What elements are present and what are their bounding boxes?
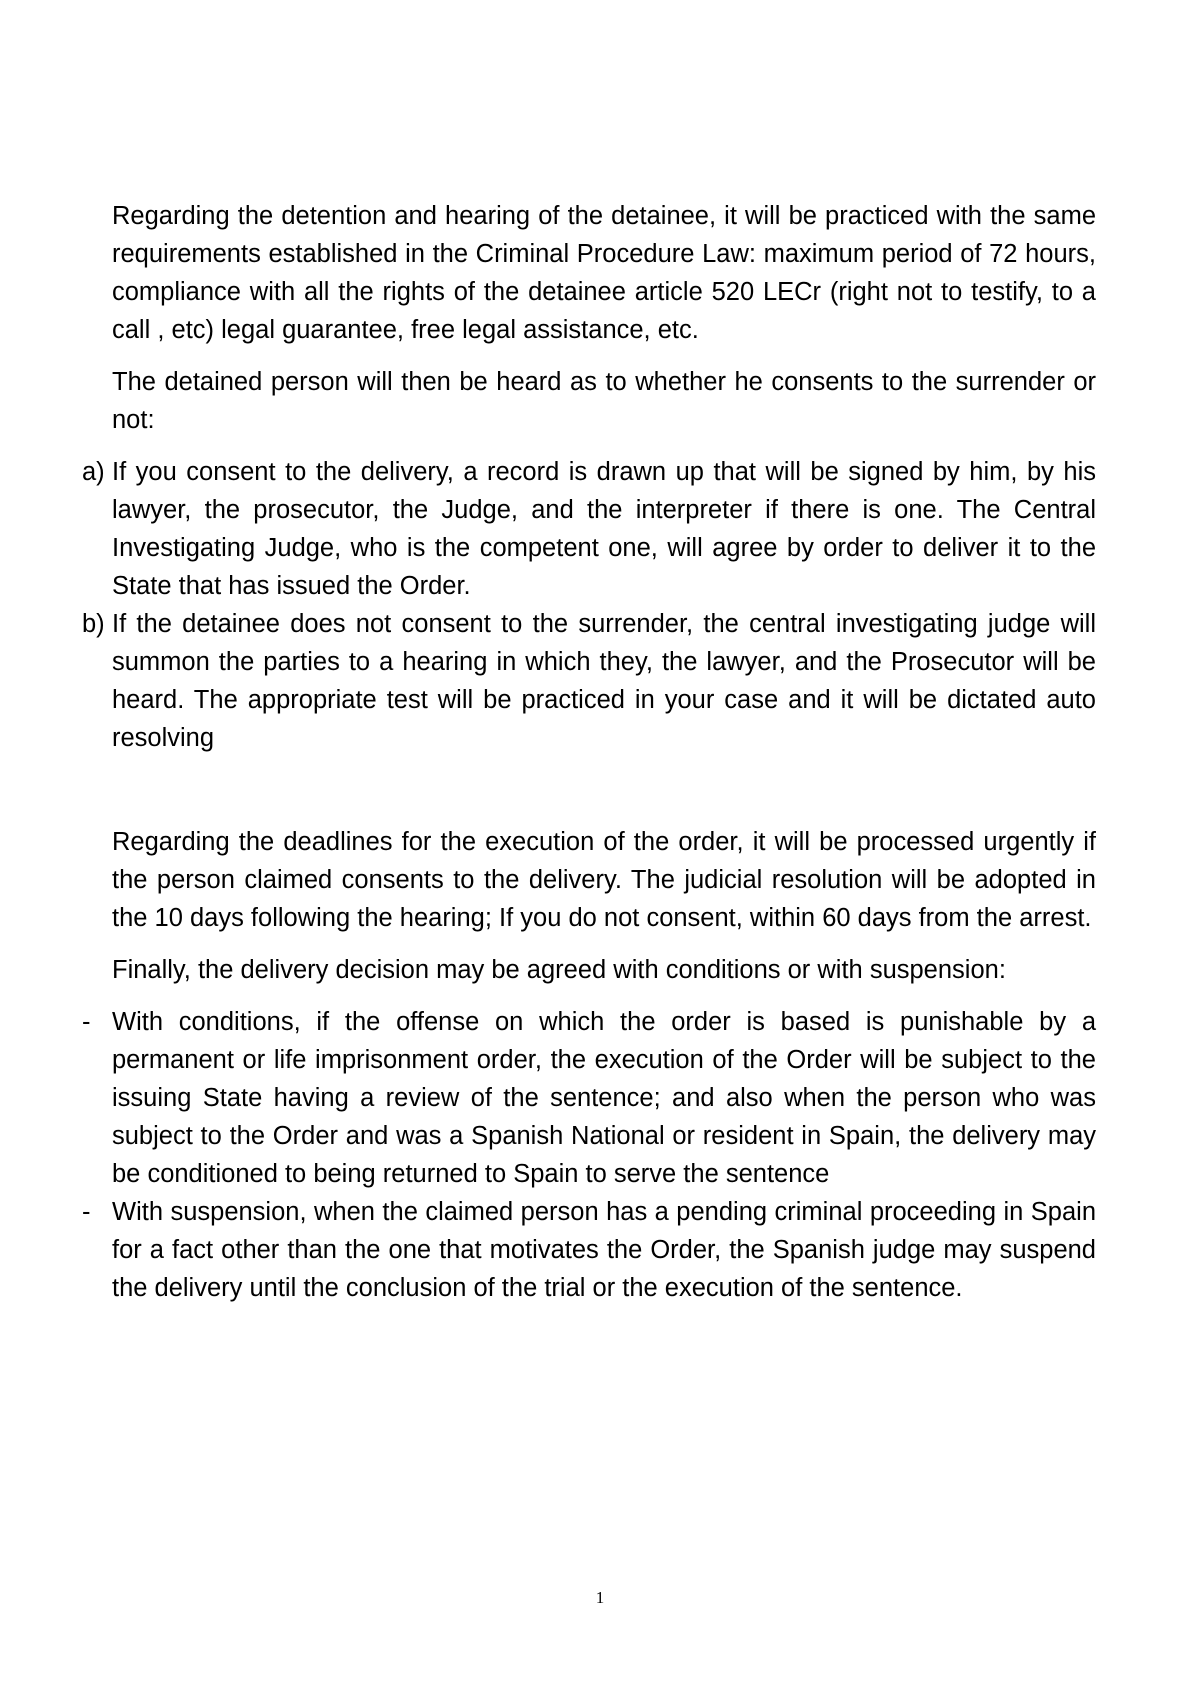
list-item-text: If the detainee does not consent to the surrender, the central investigating judge will summon the parties to a hearing in which they, the lawyer, and the Prosecutor will be heard. The appropriate test will be practiced in your case and it will be dictated auto resolving — [112, 610, 1096, 752]
list-item-text: With conditions, if the offense on which the order is based is punishable by a permanent or life imprisonment order, the execution of the Order will be subject to the issuing State having a review of the sentence; and also when the person who was subject to the Order and was a Spanish National or resident in Spain, the delivery may be conditioned to being returned to Spain to serve the sentence — [112, 1008, 1096, 1188]
list-item-a — [82, 453, 1096, 605]
page-number: 1 — [595, 1588, 605, 1607]
document-body — [82, 197, 1096, 1307]
list-item-suspension — [82, 1193, 1096, 1307]
list-item-text: If you consent to the delivery, a record is drawn up that will be signed by him, by his lawyer, the prosecutor, the Judge, and the interpreter if there is one. The Central Investigating Judge, who is the competent one, will agree by order to deliver it to the State that has issued the Order. — [112, 458, 1096, 600]
list-item-b — [82, 605, 1096, 757]
paragraph-consent-question: The detained person will then be heard as to whether he consents to the surrender or not: — [112, 368, 1096, 434]
paragraph-deadlines: Regarding the deadlines for the execution of the order, it will be processed urgently if the person claimed consents to the delivery. The judicial resolution will be adopted in the 10 days following the hearing; If you do not consent, within 60 days from the arrest. — [112, 828, 1096, 932]
list-item-conditions — [82, 1003, 1096, 1193]
list-item-text: With suspension, when the claimed person has a pending criminal proceeding in Spain for a fact other than the one that motivates the Order, the Spanish judge may suspend the delivery until the conclusion of the trial or the execution of the sentence. — [112, 1198, 1096, 1302]
paragraph-delivery-decision: Finally, the delivery decision may be agreed with conditions or with suspension: — [112, 956, 1006, 984]
list-marker: - — [82, 1008, 91, 1036]
paragraph-detention-hearing: Regarding the detention and hearing of the detainee, it will be practiced with the same requirements established in the Criminal Procedure Law: maximum period of 72 hours, compliance with all the rights of the detainee article 520 LECr (right not to testify, to a call , etc) legal guarantee, free legal assistance, etc. — [112, 202, 1096, 344]
list-marker: - — [82, 1198, 91, 1226]
list-marker: a) — [82, 458, 105, 486]
list-marker: b) — [82, 610, 105, 638]
